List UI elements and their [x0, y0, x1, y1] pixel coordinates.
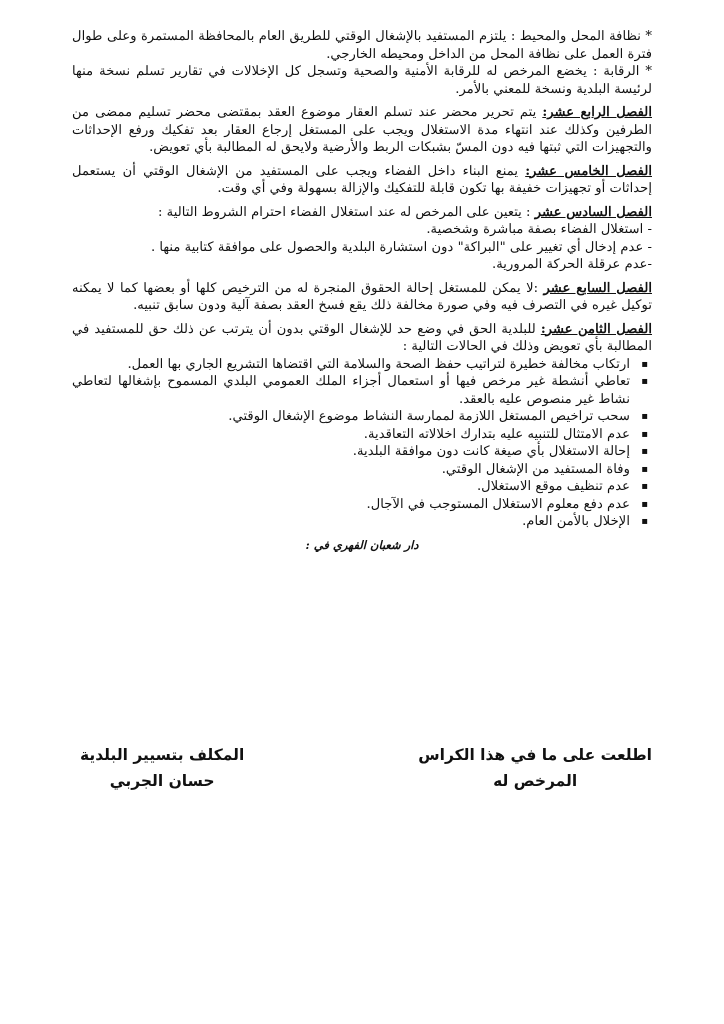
article-16-heading: الفصل السادس عشر	[534, 204, 652, 220]
article-15-text: يمنع البناء داخل الفضاء ويجب على المستفيد من الإشغال الوقتي أن يستعمل إحداثات أو تجهيزات خفيفة بها تكون قابلة للتفكيك والإزالة بسهولة وفي أي وقت.	[72, 163, 652, 196]
oversight-clause: * الرقابة : يخضع المرخص له للرقابة الأمنية والصحية وتسجل كل الإخلالات في تقارير تسلم نسخة منها لرئيسة البلدية ونسخة للمعني بالأمر.	[72, 64, 652, 97]
article-16-text: : يتعين على المرخص له عند استغلال الفضاء احترام الشروط التالية :	[158, 204, 535, 220]
licensee-signature	[418, 742, 652, 794]
municipality-title: المكلف بتسيير البلدية	[80, 746, 245, 764]
list-item: -عدم عرقلة الحركة المرورية.	[492, 257, 652, 272]
list-item: ▪ عدم الامتثال للتنبيه عليه بتدارك اخلالاته التعاقدية.	[72, 426, 630, 444]
article-16	[72, 204, 652, 222]
document-body	[72, 28, 652, 554]
signature-block	[72, 742, 652, 794]
list-item: ▪ تعاطي أنشطة غير مرخص فيها أو استعمال أجزاء الملك العمومي البلدي المسموح بإشغالها لتعاطي نشاط غير منصوص عليه بالعقد.	[72, 373, 630, 408]
list-item: ▪ ارتكاب مخالفة خطيرة لتراتيب حفظ الصحة والسلامة التي اقتضاها التشريع الجاري بها العمل.	[72, 356, 630, 374]
article-18-heading: الفصل الثامن عشر:	[540, 321, 652, 337]
list-item: ▪ عدم تنظيف موقع الاستغلال.	[72, 478, 630, 496]
article-14-text: يتم تحرير محضر عند تسلم العقار موضوع العقد بمقتضى محضر تسليم ممضى من الطرفين وكذلك عند انتهاء مدة الاستغلال ويجب على المستغل إرجاع العقار بعد تفكيك ورفع الإحداثات والتجهيزات التي ثبتها فيه دون المسّ بشبكات الربط والأرضية ولايحق له المطالبة بأي تعويض.	[72, 105, 652, 155]
municipality-signature	[80, 742, 244, 794]
licensee-label: المرخص له	[493, 772, 578, 790]
list-item: ▪ سحب تراخيص المستغل اللازمة لممارسة النشاط موضوع الإشغال الوقتي.	[72, 408, 630, 426]
licensee-statement: اطلعت على ما في هذا الكراس	[418, 746, 652, 764]
article-18-list	[72, 356, 652, 531]
place-date-line: دار شعبان الفهري في :	[305, 537, 419, 552]
article-18-text: للبلدية الحق في وضع حد للإشغال الوقتي بدون أن يترتب عن ذلك حق للمستفيد في المطالبة بأي تعويض وذلك في الحالات التالية :	[72, 321, 652, 354]
list-item: - عدم إدخال أي تغيير على "البراكة" دون استشارة البلدية والحصول على موافقة كتابية منها .	[150, 239, 652, 255]
article-17-text: :لا يمكن للمستغل إحالة الحقوق المنجرة له من الترخيص كلها أو بعضها كما لا يمكنه توكيل غيره في التصرف فيه وفي صورة مخالفة ذلك يقع فسخ العقد بصفة آلية ودون سابق تنبيه.	[72, 280, 652, 313]
list-item: ▪ الإخلال بالأمن العام.	[72, 513, 630, 531]
article-17-heading: الفصل السابع عشر	[543, 280, 652, 296]
list-item: ▪ وفاة المستفيد من الإشغال الوقتي.	[72, 461, 630, 479]
article-15	[72, 163, 652, 198]
cleanliness-clause: * نظافة المحل والمحيط : يلتزم المستفيد بالإشغال الوقتي للطريق العام بالمحافظة المستمرة وعلى طوال فترة العمل على نظافة المحل من الداخل ومحيطه الخارجي.	[72, 29, 652, 62]
list-item: ▪ إحالة الاستغلال بأي صيغة كانت دون موافقة البلدية.	[72, 443, 630, 461]
municipality-signatory-name: حسان الجربي	[109, 772, 215, 790]
article-15-heading: الفصل الخامس عشر:	[525, 163, 652, 179]
list-item: ▪ عدم دفع معلوم الاستغلال المستوجب في الآجال.	[72, 496, 630, 514]
article-14	[72, 104, 652, 157]
article-14-heading: الفصل الرابع عشر:	[542, 105, 652, 120]
article-18	[72, 321, 652, 356]
list-item: - استغلال الفضاء بصفة مباشرة وشخصية.	[426, 222, 652, 237]
article-17	[72, 280, 652, 315]
